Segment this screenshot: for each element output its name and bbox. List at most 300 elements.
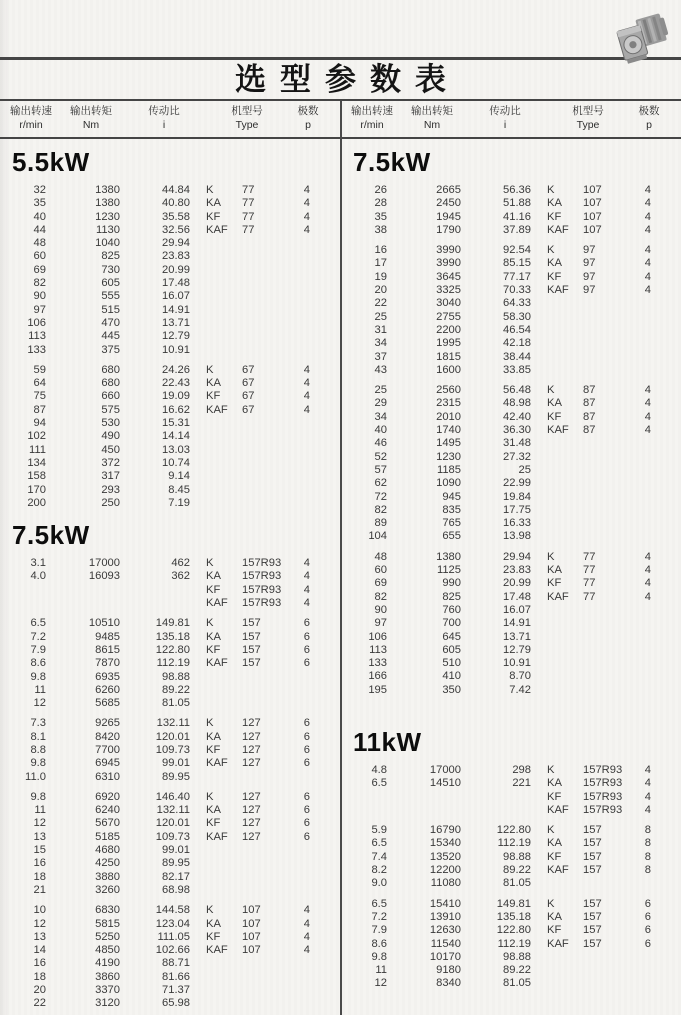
table-row [8,364,340,377]
cell-type-variant: KF [206,643,221,656]
cell-type-size [575,504,635,517]
table-row [349,257,681,270]
cell-type-variant [200,697,234,710]
cell-type-variant [541,351,575,364]
cell-ratio: 144.58 [155,904,190,917]
cell-type-size: 157 [242,617,261,630]
cell-type-size [575,451,635,464]
cell-poles: 4 [303,917,310,930]
cell-torque: 3370 [95,984,120,997]
cell-ratio: 20.99 [162,263,190,276]
cell-poles: 6 [303,830,310,843]
cell-torque: 510 [442,657,461,670]
table-row [8,617,340,630]
cell-poles: 4 [303,363,310,376]
cell-ratio: 81.05 [162,697,190,710]
table-row [349,824,681,837]
cell-poles: 4 [644,790,651,803]
cell-poles [635,364,675,377]
cell-ratio: 70.33 [503,284,531,297]
cell-type-size [575,977,635,990]
table-row [8,237,340,250]
table-row [8,804,340,817]
cell-type-size: 127 [242,757,261,770]
cell-poles [294,771,334,784]
cell-ratio: 48.98 [503,397,531,410]
table-column-left [0,139,340,1015]
cell-type-variant [200,857,234,870]
cell-type-variant [200,971,234,984]
cell-type-size: 107 [242,917,261,930]
cell-poles: 4 [303,377,310,390]
cell-type-size [575,517,635,530]
table-row [349,564,681,577]
cell-speed: 14 [33,944,46,957]
column-header-ratio [469,105,541,137]
column-header-speed [349,105,395,137]
cell-torque: 1090 [436,477,461,490]
column-divider [340,101,342,1015]
table-row [8,317,340,330]
cell-speed: 133 [368,657,387,670]
cell-ratio: 9.14 [168,470,190,483]
cell-poles: 8 [644,864,651,877]
cell-type-variant [541,604,575,617]
cell-type-size [234,344,294,357]
section-heading: 7.5kW [353,147,431,177]
data-block [8,791,340,897]
cell-type-size: 67 [242,363,255,376]
cell-speed: 28 [374,197,387,210]
cell-ratio: 88.71 [162,957,190,970]
cell-ratio: 112.19 [497,837,531,850]
cell-ratio: 149.81 [496,897,531,910]
cell-type-variant: KF [547,850,562,863]
table-row [8,918,340,931]
cell-type-variant [541,477,575,490]
cell-torque: 1380 [95,197,120,210]
cell-ratio: 35.58 [162,210,190,223]
cell-poles: 6 [644,937,651,950]
cell-torque: 825 [101,250,120,263]
cell-ratio: 51.88 [503,197,531,210]
cell-torque: 8615 [95,643,120,656]
cell-speed: 69 [33,263,46,276]
cell-poles [294,844,334,857]
cell-ratio: 98.88 [162,670,190,683]
cell-type-size: 157 [242,657,261,670]
cell-poles [294,430,334,443]
cell-speed: 90 [33,290,46,303]
table-column-right [341,139,681,1015]
table-row [8,671,340,684]
power-section [349,147,681,697]
cell-poles [294,884,334,897]
cell-speed: 134 [27,456,46,469]
table-row [8,304,340,317]
cell-speed: 3.1 [30,557,46,570]
cell-poles: 4 [644,197,651,210]
cell-torque: 1230 [95,210,120,223]
table-row [349,211,681,224]
cell-type-variant: KAF [547,590,569,603]
column-header-unit: Nm [423,118,441,131]
table-row [8,497,340,510]
cell-ratio: 112.19 [497,937,531,950]
cell-poles: 4 [644,564,651,577]
cell-type-variant [200,250,234,263]
cell-poles: 4 [303,184,310,196]
cell-poles: 6 [303,717,310,730]
cell-type-size: 77 [242,223,255,236]
cell-torque: 1495 [436,437,461,450]
cell-poles [635,517,675,530]
cell-poles: 6 [303,757,310,770]
cell-speed: 44 [33,223,46,236]
cell-poles [294,290,334,303]
cell-type-variant: KAF [547,284,569,297]
cell-torque: 2665 [436,184,461,196]
cell-type-variant [200,957,234,970]
cell-type-size: 67 [242,390,255,403]
cell-torque: 8420 [95,730,120,743]
cell-torque: 9485 [95,630,120,643]
cell-type-size [234,857,294,870]
cell-speed: 11 [375,964,387,977]
cell-torque: 9180 [436,964,461,977]
cell-poles [635,877,675,890]
cell-ratio: 17.48 [162,277,190,290]
cell-torque: 835 [442,503,461,516]
cell-torque: 1740 [436,424,461,437]
table-row [8,584,340,597]
cell-ratio: 68.98 [162,883,190,896]
data-block [349,244,681,377]
cell-poles [294,697,334,710]
table-row [8,884,340,897]
cell-speed: 12 [33,817,46,830]
cell-ratio: 14.91 [503,617,531,630]
cell-ratio: 89.95 [162,857,190,870]
cell-type-size: 157 [583,824,602,837]
cell-type-variant: KF [206,390,221,403]
cell-type-variant: K [206,363,214,376]
cell-poles: 4 [644,803,651,816]
cell-speed: 40 [33,210,46,223]
cell-speed: 11 [34,804,46,817]
cell-speed: 166 [368,670,387,683]
cell-torque: 530 [101,417,120,430]
cell-type-variant: KAF [547,864,569,877]
cell-type-size [234,417,294,430]
cell-ratio: 16.33 [503,517,531,530]
table-row [349,271,681,284]
cell-torque: 6240 [95,804,120,817]
cell-speed: 15 [33,844,46,857]
cell-poles [294,470,334,483]
cell-speed: 104 [368,530,387,543]
cell-speed: 113 [28,330,46,343]
cell-torque: 13520 [429,850,461,863]
cell-poles [635,644,675,657]
cell-speed: 38 [374,223,387,236]
cell-poles: 4 [644,424,651,437]
cell-type-size [575,670,635,683]
cell-type-size: 157R93 [242,570,282,583]
cell-poles [294,484,334,497]
cell-poles [294,444,334,457]
cell-type-size: 77 [242,197,255,210]
table-row [8,844,340,857]
cell-speed [349,791,395,804]
cell-speed: 195 [368,683,387,696]
cell-torque: 2010 [436,410,461,423]
cell-speed: 13 [33,830,46,843]
cell-torque: 250 [101,496,120,509]
cell-speed: 25 [374,310,387,323]
cell-poles: 6 [303,743,310,756]
column-header-label: 机型号 [572,105,604,117]
cell-type-variant [200,290,234,303]
cell-type-size [234,430,294,443]
cell-speed: 106 [27,316,46,329]
cell-ratio: 27.32 [503,450,531,463]
cell-type-variant: KA [206,377,221,390]
cell-speed: 94 [33,417,46,430]
table-row [349,491,681,504]
cell-poles: 6 [303,804,310,817]
cell-poles: 4 [644,577,651,590]
cell-torque: 1790 [436,223,461,236]
cell-type-variant [200,430,234,443]
cell-speed: 7.9 [30,643,46,656]
cell-type-variant: KF [547,790,562,803]
cell-type-size: 77 [583,550,596,563]
section-heading: 7.5kW [12,520,90,551]
cell-type-size: 87 [583,424,596,437]
column-header-label: 机型号 [231,105,263,117]
cell-torque [395,791,469,804]
cell-speed: 8.2 [371,864,387,877]
cell-speed: 102 [27,430,46,443]
cell-type-variant [200,684,234,697]
cell-type-size [575,311,635,324]
cell-type-size [575,644,635,657]
table-row [8,557,340,570]
cell-type-variant: K [206,557,214,570]
cell-speed: 21 [33,883,46,896]
data-block [8,557,340,610]
cell-type-variant: KAF [206,597,228,610]
cell-speed: 59 [33,363,46,376]
cell-ratio: 13.71 [162,316,190,329]
cell-ratio: 14.91 [162,303,190,316]
cell-poles [635,670,675,683]
cell-type-size: 157R93 [583,803,623,816]
table-row [349,657,681,670]
table-row [8,697,340,710]
cell-type-size: 127 [242,790,261,803]
table-row [8,744,340,757]
cell-poles [635,297,675,310]
cell-type-size [234,330,294,343]
power-section [8,520,340,1011]
cell-ratio: 71.37 [162,984,190,997]
cell-type-size: 107 [242,904,261,917]
cell-torque: 1380 [95,184,120,196]
cell-ratio: 81.66 [162,970,190,983]
cell-type-size [234,304,294,317]
cell-torque: 12200 [429,864,461,877]
column-header-torque [395,105,469,137]
cell-type-variant: K [206,184,214,196]
cell-type-variant [541,517,575,530]
cell-poles [635,491,675,504]
table-row [349,351,681,364]
cell-type-variant [200,470,234,483]
cell-torque: 1125 [436,564,461,577]
cell-type-size [575,491,635,504]
cell-speed: 12 [33,697,46,710]
table-row [8,857,340,870]
cell-type-size [575,337,635,350]
cell-ratio: 81.05 [503,877,531,890]
table-row [349,924,681,937]
cell-torque: 2755 [436,310,461,323]
table-row [8,264,340,277]
cell-poles: 4 [644,223,651,236]
data-block [349,551,681,697]
cell-torque: 5670 [95,817,120,830]
cell-poles [294,317,334,330]
cell-torque: 3860 [95,970,120,983]
cell-torque: 490 [101,430,120,443]
cell-type-variant: KF [206,930,221,943]
cell-poles [635,451,675,464]
cell-type-variant [200,497,234,510]
cell-type-size [575,297,635,310]
cell-speed: 18 [33,870,46,883]
cell-torque: 14510 [429,777,461,790]
cell-speed: 62 [374,477,387,490]
cell-type-variant [541,504,575,517]
cell-poles: 4 [303,557,310,570]
cell-type-variant: KAF [547,937,569,950]
column-header-unit: Type [235,118,259,131]
cell-type-variant: KAF [206,944,228,957]
cell-type-size: 87 [583,397,596,410]
cell-type-size: 107 [583,223,602,236]
cell-torque: 1600 [436,363,461,376]
table-row [349,898,681,911]
cell-ratio: 89.95 [162,770,190,783]
cell-ratio: 12.79 [162,330,190,343]
cell-type-variant [541,491,575,504]
cell-type-size: 77 [583,590,596,603]
cell-torque: 16790 [429,824,461,837]
table-row [349,337,681,350]
cell-ratio: 122.80 [496,924,531,937]
cell-type-variant: KAF [206,657,228,670]
table-row [8,184,340,197]
cell-speed: 106 [368,630,387,643]
cell-torque: 700 [442,617,461,630]
cell-type-variant [200,277,234,290]
cell-ratio: 221 [512,777,531,790]
cell-poles: 4 [303,197,310,210]
cell-ratio: 44.84 [162,184,190,196]
cell-poles [294,497,334,510]
cell-torque: 575 [101,403,120,416]
cell-type-variant [541,631,575,644]
table-row [349,964,681,977]
cell-poles: 4 [644,550,651,563]
cell-torque: 645 [442,630,461,643]
table-row [349,197,681,210]
cell-speed: 10 [33,904,46,917]
cell-ratio: 16.07 [162,290,190,303]
column-header-type [200,105,294,137]
cell-torque: 660 [101,390,120,403]
cell-poles [294,417,334,430]
cell-type-variant: KAF [206,757,228,770]
table-row [8,791,340,804]
cell-speed: 48 [33,237,46,250]
table-row [349,284,681,297]
cell-type-variant [541,977,575,990]
cell-speed: 6.5 [30,617,46,630]
cell-ratio: 298 [512,763,531,776]
cell-type-size: 67 [242,403,255,416]
table-row [349,777,681,790]
cell-torque: 6920 [95,790,120,803]
cell-poles: 8 [644,824,651,837]
table-row [8,644,340,657]
cell-type-size: 127 [242,830,261,843]
cell-speed: 7.2 [371,910,387,923]
cell-ratio: 7.42 [509,683,531,696]
cell-poles [294,237,334,250]
cell-type-size [575,364,635,377]
table-row [8,211,340,224]
cell-torque: 680 [101,363,120,376]
table-row [349,851,681,864]
cell-ratio: 32.56 [162,223,190,236]
table-row [349,384,681,397]
table-row [8,731,340,744]
cell-type-variant: KF [206,817,221,830]
cell-torque: 4190 [95,957,120,970]
cell-torque [54,597,128,610]
cell-type-variant: K [547,897,555,910]
cell-poles [294,250,334,263]
cell-poles [635,504,675,517]
cell-ratio [128,584,200,597]
cell-speed: 48 [374,550,387,563]
cell-poles [294,264,334,277]
cell-type-variant [541,337,575,350]
cell-ratio: 89.22 [503,964,531,977]
table-row [8,484,340,497]
cell-torque: 375 [101,343,120,356]
cell-speed: 11 [34,683,46,696]
cell-speed: 7.4 [371,850,387,863]
cell-ratio: 81.05 [503,977,531,990]
cell-poles [294,857,334,870]
cell-ratio: 109.73 [155,743,190,756]
cell-type-size [234,277,294,290]
cell-type-size: 77 [583,564,596,577]
